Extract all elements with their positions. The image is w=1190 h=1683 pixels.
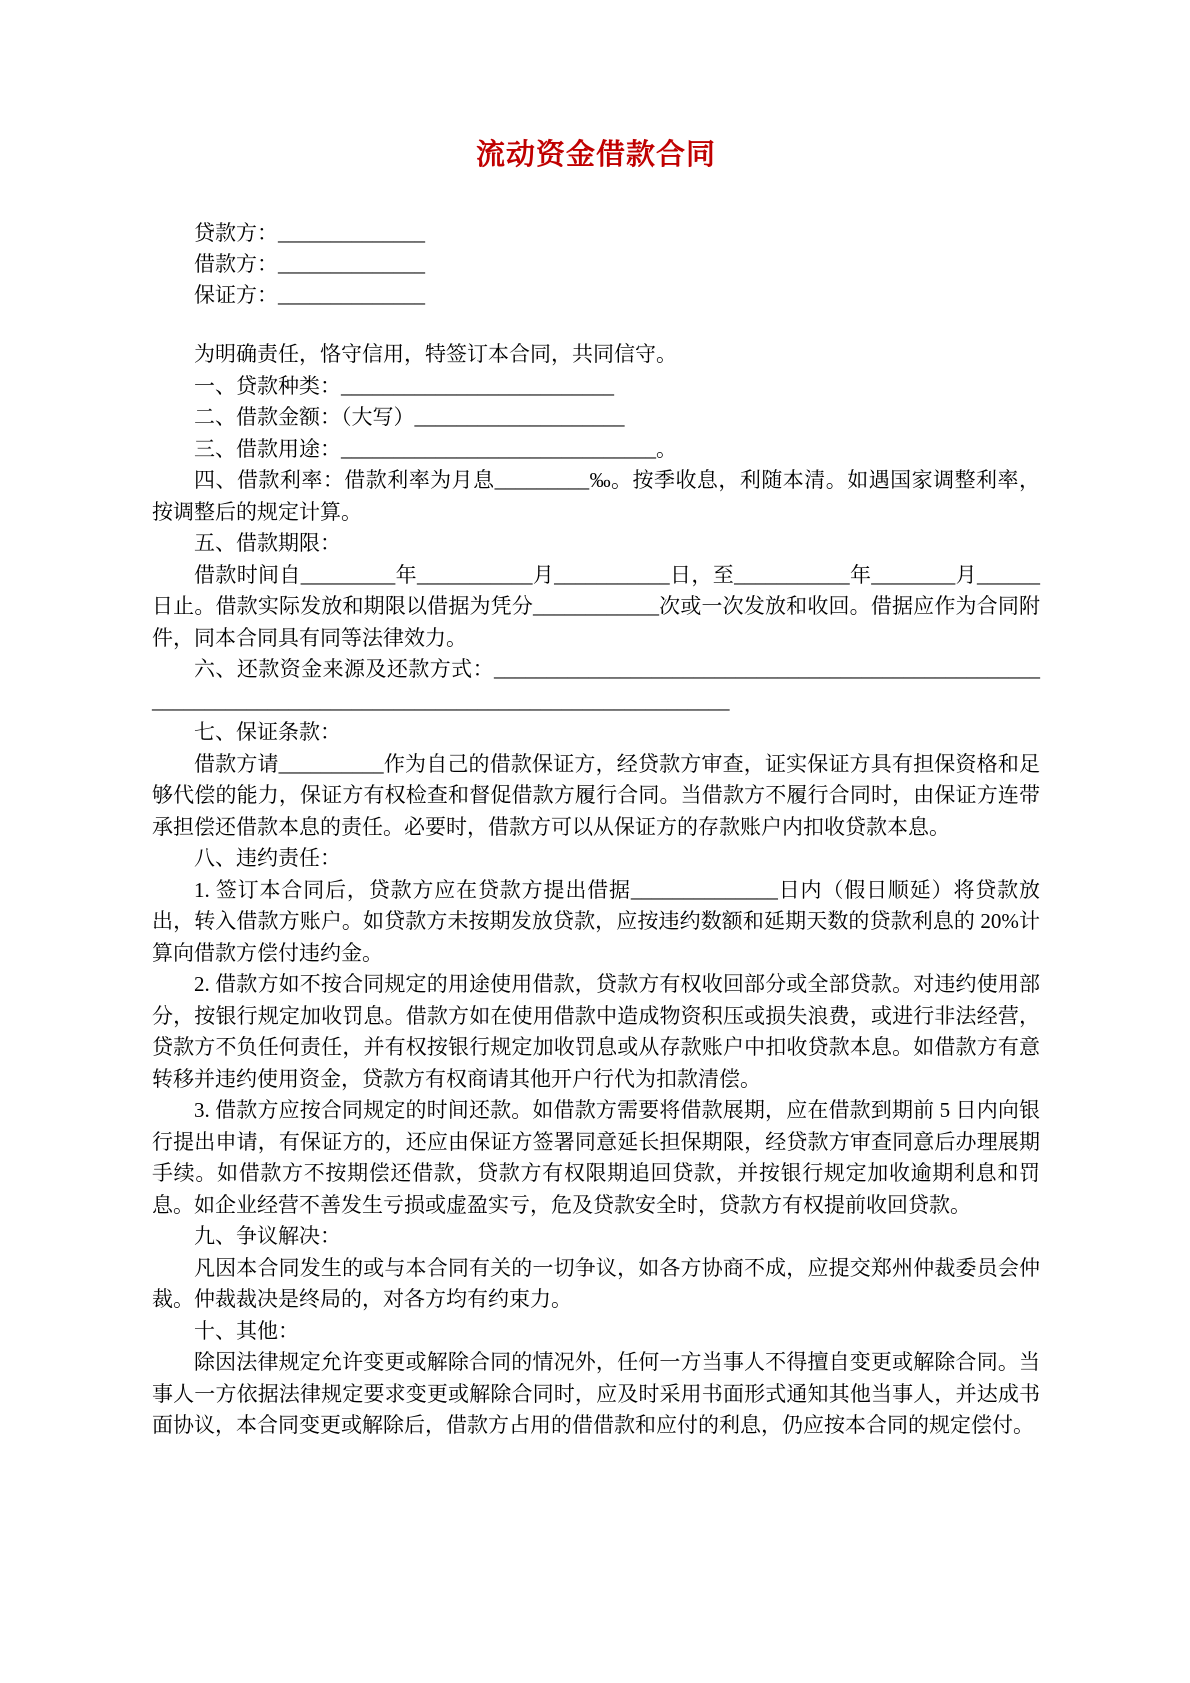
contract-body xyxy=(152,339,1040,1442)
contract-paragraph: 一、贷款种类：__________________________ xyxy=(194,373,614,398)
contract-paragraph: 三、借款用途：______________________________。 xyxy=(194,436,677,461)
contract-paragraph: 2. 借款方如不按合同规定的用途使用借款，贷款方有权收回部分或全部贷款。对违约使用部分，按银行规定加收罚息。借款方如在使用借款中造成物资积压或损失浪费，或进行非法经营，贷款方不负任何责任，并有权按银行规定加收罚息或从存款账户中扣收贷款本息。如借款方有意转移并违约使用资金，贷款方有权商请其他开户行代为扣款清偿。 xyxy=(152,972,1040,1091)
contract-paragraph: 1. 签订本合同后，贷款方应在贷款方提出借据______________日内（假日顺延）将贷款放出，转入借款方账户。如贷款方未按期发放贷款，应按违约数额和延期天数的贷款利息的 20%计算向借款方偿付违约金。 xyxy=(152,877,1040,965)
party-line: 借款方：______________ xyxy=(194,252,425,276)
contract-paragraph: 七、保证条款： xyxy=(194,720,341,744)
contract-paragraph: 借款时间自_________年___________月___________日，至___________年________月______日止。借款实际发放和期限以借据为凭分____________次或一次发放和收回。借据应作为合同附件，同本合同具有同等法律效力。 xyxy=(152,562,1040,650)
parties-block xyxy=(152,218,1040,311)
contract-paragraph: 借款方请__________作为自己的借款保证方，经贷款方审查，证实保证方具有担保资格和足够代偿的能力，保证方有权检查和督促借款方履行合同。当借款方不履行合同时，由保证方连带承担偿还借款本息的责任。必要时，借款方可以从保证方的存款账户内扣收贷款本息。 xyxy=(152,751,1040,839)
contract-paragraph: 九、争议解决： xyxy=(194,1224,341,1248)
contract-paragraph: 凡因本合同发生的或与本合同有关的一切争议，如各方协商不成，应提交郑州仲裁委员会仲裁。仲裁裁决是终局的，对各方均有约束力。 xyxy=(152,1255,1040,1311)
contract-paragraph: 五、借款期限： xyxy=(194,531,341,555)
party-line: 贷款方：______________ xyxy=(194,221,425,245)
contract-paragraph: 3. 借款方应按合同规定的时间还款。如借款方需要将借款展期，应在借款到期前 5 日内向银行提出申请，有保证方的，还应由保证方签署同意延长担保期限，经贷款方审查同意后办理展期手续。如借款方不按期偿还借款，贷款方有权限期追回贷款，并按银行规定加收逾期利息和罚息。如企业经营不善发生亏损或虚盈实亏，危及贷款安全时，贷款方有权提前收回贷款。 xyxy=(152,1098,1040,1217)
contract-paragraph: 为明确责任，恪守信用，特签订本合同，共同信守。 xyxy=(194,342,677,366)
contract-paragraph: 除因法律规定允许变更或解除合同的情况外，任何一方当事人不得擅自变更或解除合同。当事人一方依据法律规定要求变更或解除合同时，应及时采用书面形式通知其他当事人，并达成书面协议，本合同变更或解除后，借款方占用的借借款和应付的利息，仍应按本合同的规定偿付。 xyxy=(152,1350,1040,1437)
party-line: 保证方：______________ xyxy=(194,283,425,307)
contract-paragraph: 八、违约责任： xyxy=(194,846,341,870)
contract-paragraph: 二、借款金额：（大写）____________________ xyxy=(194,405,625,429)
contract-paragraph: 六、还款资金来源及还款方式：___________________________________________________________________________________________________________ xyxy=(152,657,1040,713)
contract-paragraph: 四、借款利率：借款利率为月息_________‰。按季收息，利随本清。如遇国家调整利率，按调整后的规定计算。 xyxy=(152,468,1040,524)
document-title: 流动资金借款合同 xyxy=(475,139,716,171)
contract-paragraph: 十、其他： xyxy=(194,1318,299,1343)
